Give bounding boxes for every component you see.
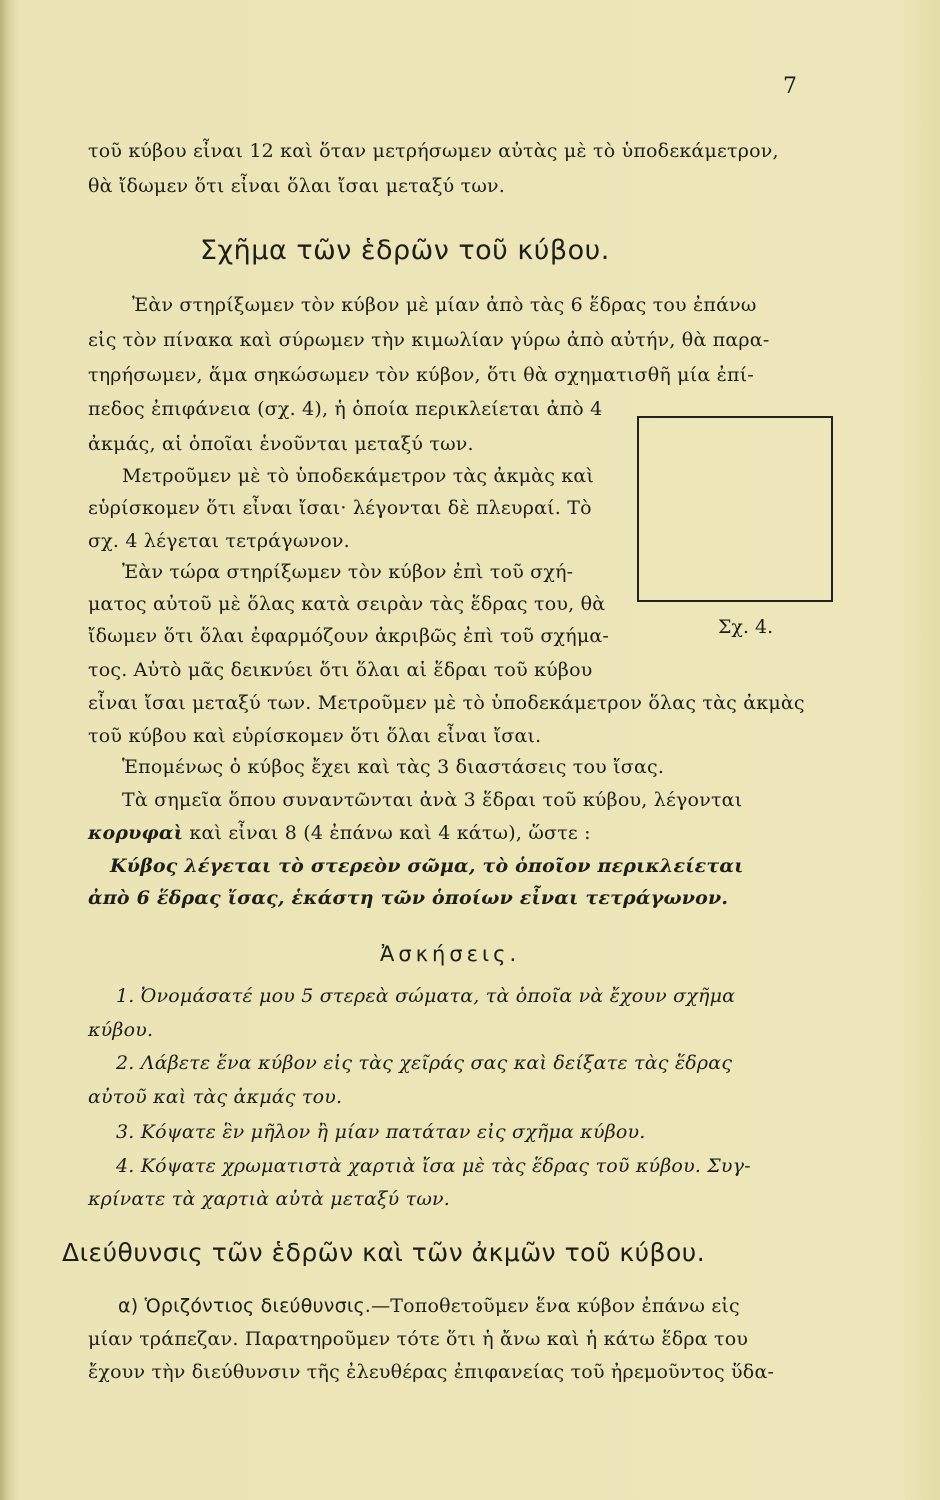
exercise-line: 3. Κόψατε ἓν μῆλον ἢ μίαν πατάταν εἰς σχῆμα κύβου.: [116, 1121, 646, 1143]
text-line: Τὰ σημεῖα ὅπου συναντῶνται ἀνὰ 3 ἕδραι τοῦ κύβου, λέγονται: [122, 789, 743, 811]
text-line: Ἐὰν στηρίξωμεν τὸν κύβον μὲ μίαν ἀπὸ τὰς 6 ἕδρας του ἐπάνω: [132, 294, 757, 316]
directions-first-rest: —Τοποθετοῦμεν ἕνα κύβον ἐπάνω εἰς: [371, 1295, 740, 1317]
exercise-line: αὐτοῦ καὶ τὰς ἀκμάς του.: [88, 1086, 343, 1108]
exercise-line: κρίνατε τὰ χαρτιὰ αὐτὰ μεταξύ των.: [88, 1188, 451, 1210]
text-line-vertices: [88, 822, 591, 844]
definition-line: ἀπὸ 6 ἕδρας ἴσας, ἑκάστη τῶν ὁποίων εἶναι τετράγωνον.: [88, 887, 729, 909]
text-line: ματος αὐτοῦ μὲ ὅλας κατὰ σειρὰν τὰς ἕδρας του, θὰ: [88, 593, 606, 615]
exercise-line: 1. Ὀνομάσατέ μου 5 στερεὰ σώματα, τὰ ὁποῖα νὰ ἔχουν σχῆμα: [116, 985, 736, 1007]
text-line: τοῦ κύβου εἶναι 12 καὶ ὅταν μετρήσωμεν αὐτὰς μὲ τὸ ὑποδεκάμετρον,: [88, 140, 779, 162]
text-line: Μετροῦμεν μὲ τὸ ὑποδεκάμετρον τὰς ἀκμὰς καὶ: [122, 465, 595, 487]
text-line: τηρήσωμεν, ἅμα σηκώσωμεν τὸν κύβον, ὅτι θὰ σχηματισθῆ μία ἐπί-: [88, 364, 754, 386]
exercises-heading: Ἀσκήσεις.: [380, 942, 521, 966]
text-line: Ἐὰν τώρα στηρίξωμεν τὸν κύβον ἐπὶ τοῦ σχή-: [122, 561, 574, 583]
directions-first-line: [118, 1295, 740, 1317]
exercise-line: κύβου.: [88, 1019, 154, 1041]
section-heading-directions: Διεύθυνσις τῶν ἑδρῶν καὶ τῶν ἀκμῶν τοῦ κύβου.: [62, 1238, 706, 1267]
term-vertices: κορυφαὶ: [88, 822, 184, 844]
exercise-line: 2. Λάβετε ἕνα κύβον εἰς τὰς χεῖράς σας καὶ δείξατε τὰς ἕδρας: [116, 1052, 733, 1074]
vertices-rest: καὶ εἶναι 8 (4 ἐπάνω καὶ 4 κάτω), ὥστε :: [183, 822, 591, 844]
text-line: τος. Αὐτὸ μᾶς δεικνύει ὅτι ὅλαι αἱ ἕδραι τοῦ κύβου: [88, 659, 593, 681]
text-line: ἴδωμεν ὅτι ὅλαι ἐφαρμόζουν ἀκριβῶς ἐπὶ τοῦ σχήμα-: [88, 625, 610, 647]
directions-label: α) Ὁριζόντιος διεύθυνσις.: [118, 1295, 372, 1317]
text-line: ἀκμάς, αἱ ὁποῖαι ἑνοῦνται μεταξύ των.: [88, 433, 474, 455]
text-line: σχ. 4 λέγεται τετράγωνον.: [88, 530, 350, 552]
page-number: 7: [783, 74, 797, 99]
text-line: ἔχουν τὴν διεύθυνσιν τῆς ἐλευθέρας ἐπιφανείας τοῦ ἠρεμοῦντος ὕδα-: [88, 1361, 775, 1383]
figure-square: [637, 416, 833, 602]
text-line: τοῦ κύβου καὶ εὑρίσκομεν ὅτι ὅλαι εἶναι ἴσαι.: [88, 725, 542, 747]
text-line: εἰς τὸν πίνακα καὶ σύρωμεν τὴν κιμωλίαν γύρω ἀπὸ αὐτήν, θὰ παρα-: [88, 329, 770, 351]
text-line: εἶναι ἴσαι μεταξύ των. Μετροῦμεν μὲ τὸ ὑποδεκάμετρον ὅλας τὰς ἀκμὰς: [88, 692, 805, 714]
figure-caption: Σχ. 4.: [718, 616, 774, 638]
text-line: θὰ ἴδωμεν ὅτι εἶναι ὅλαι ἴσαι μεταξύ των.: [88, 175, 505, 197]
text-line: εὑρίσκομεν ὅτι εἶναι ἴσαι· λέγονται δὲ πλευραί. Τὸ: [88, 497, 592, 519]
exercise-line: 4. Κόψατε χρωματιστὰ χαρτιὰ ἴσα μὲ τὰς ἕδρας τοῦ κύβου. Συγ-: [116, 1155, 751, 1177]
text-line: πεδος ἐπιφάνεια (σχ. 4), ἡ ὁποία περικλείεται ἀπὸ 4: [88, 398, 603, 420]
text-line: Ἑπομένως ὁ κύβος ἔχει καὶ τὰς 3 διαστάσεις του ἴσας.: [122, 756, 665, 778]
text-line: μίαν τράπεζαν. Παρατηροῦμεν τότε ὅτι ἡ ἄνω καὶ ἡ κάτω ἕδρα του: [88, 1328, 749, 1350]
section-heading-faces: Σχῆμα τῶν ἑδρῶν τοῦ κύβου.: [200, 235, 610, 266]
definition-line: Κύβος λέγεται τὸ στερεὸν σῶμα, τὸ ὁποῖον περικλείεται: [110, 855, 744, 877]
